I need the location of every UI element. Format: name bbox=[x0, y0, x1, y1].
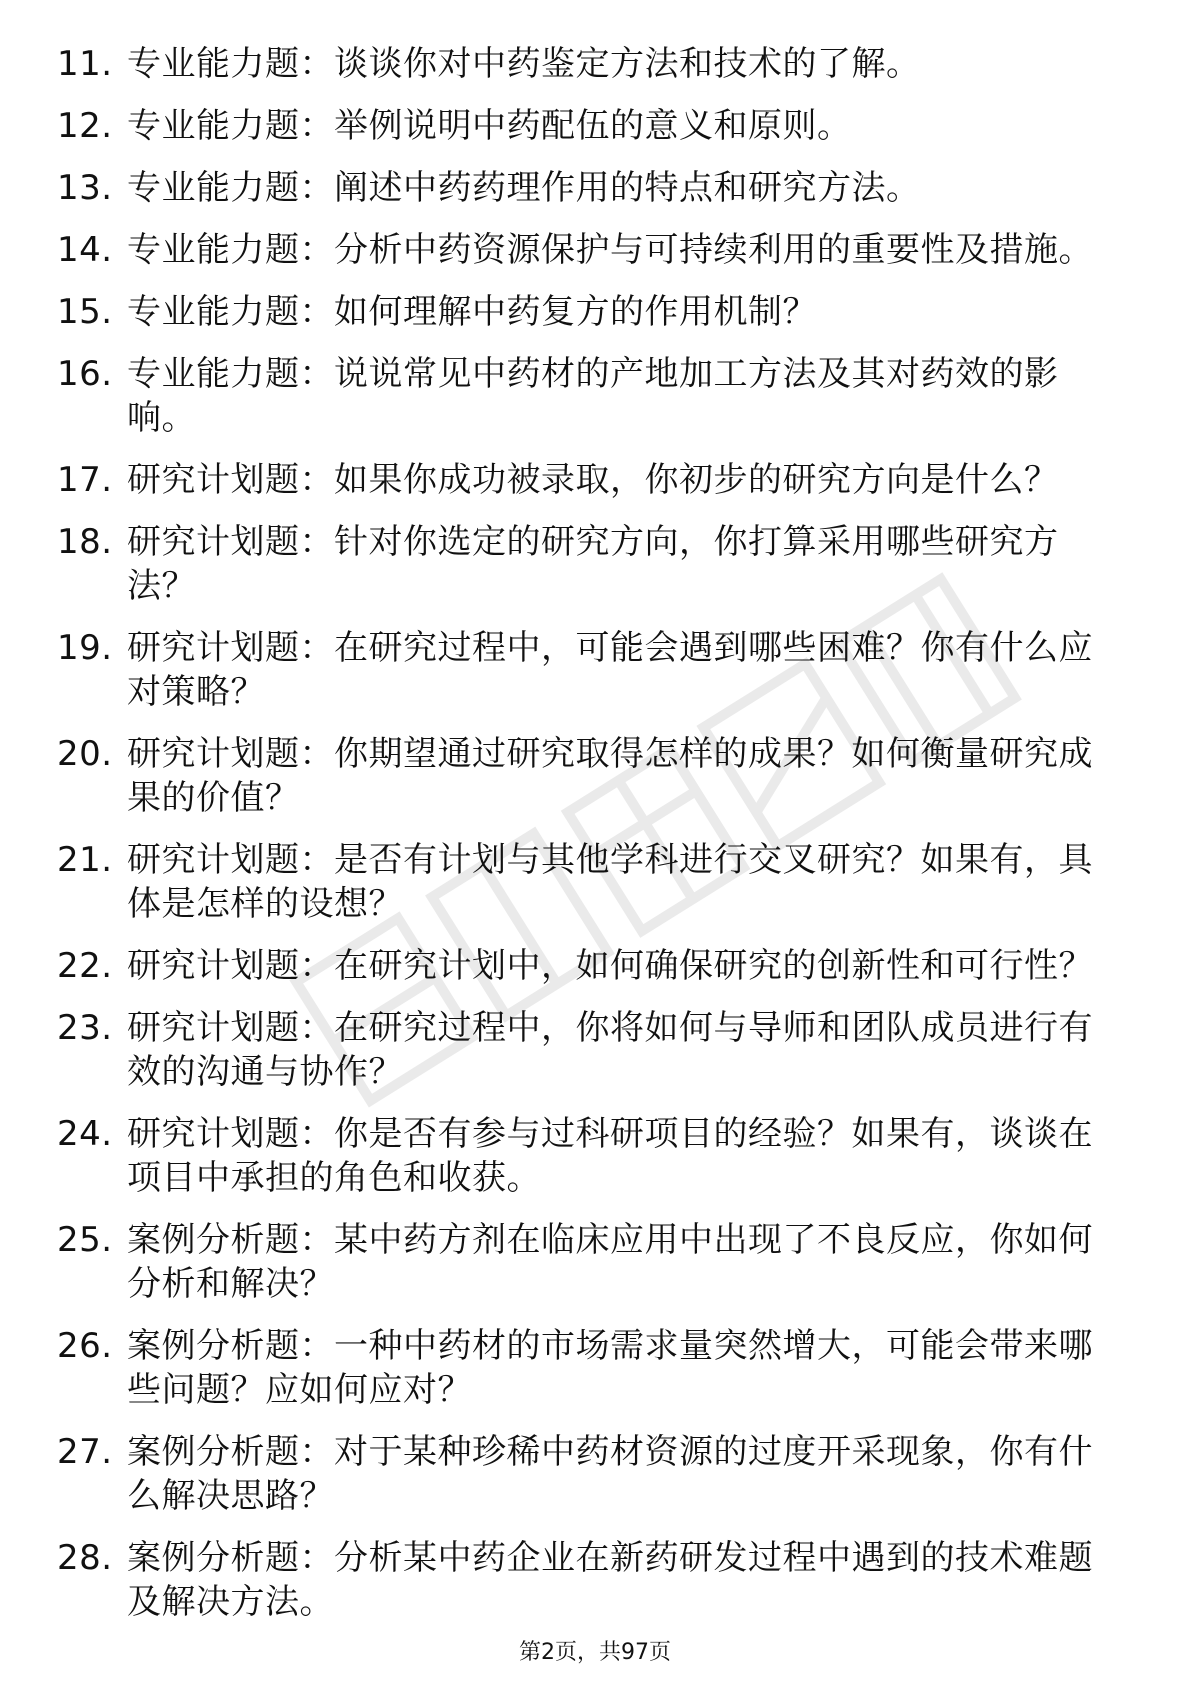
list-item bbox=[0, 732, 1190, 820]
question-category: 专业能力题 bbox=[127, 230, 300, 270]
category-separator: ： bbox=[299, 1220, 334, 1260]
question-body: 在研究过程中，你将如何与导师和团队成员进行有效的沟通与协作？ bbox=[127, 1008, 1093, 1092]
list-item bbox=[0, 1006, 1190, 1094]
question-text bbox=[127, 732, 1120, 820]
list-item bbox=[0, 458, 1190, 502]
question-text bbox=[127, 458, 1120, 502]
question-category: 研究计划题 bbox=[127, 1114, 300, 1154]
category-separator: ： bbox=[299, 946, 334, 986]
question-number: 14. bbox=[57, 230, 113, 270]
category-separator: ： bbox=[299, 168, 334, 208]
question-body: 某中药方剂在临床应用中出现了不良反应，你如何分析和解决？ bbox=[127, 1220, 1093, 1304]
question-number: 25. bbox=[57, 1220, 113, 1260]
question-number: 26. bbox=[57, 1326, 113, 1366]
category-separator: ： bbox=[299, 106, 334, 146]
list-item bbox=[0, 166, 1190, 210]
category-separator: ： bbox=[299, 1114, 334, 1154]
list-item bbox=[0, 104, 1190, 148]
question-body: 分析中药资源保护与可持续利用的重要性及措施。 bbox=[334, 230, 1093, 270]
question-category: 研究计划题 bbox=[127, 460, 300, 500]
question-number: 21. bbox=[57, 840, 113, 880]
question-number: 24. bbox=[57, 1114, 113, 1154]
question-category: 案例分析题 bbox=[127, 1432, 300, 1472]
question-body: 针对你选定的研究方向，你打算采用哪些研究方法？ bbox=[127, 522, 1059, 606]
question-number: 27. bbox=[57, 1432, 113, 1472]
question-number: 16. bbox=[57, 354, 113, 394]
question-category: 研究计划题 bbox=[127, 840, 300, 880]
category-separator: ： bbox=[299, 1538, 334, 1578]
list-item bbox=[0, 1218, 1190, 1306]
question-number: 11. bbox=[57, 44, 113, 84]
question-text bbox=[127, 352, 1120, 440]
list-item bbox=[0, 352, 1190, 440]
question-text bbox=[127, 1430, 1120, 1518]
question-number: 15. bbox=[57, 292, 113, 332]
question-number: 22. bbox=[57, 946, 113, 986]
question-text bbox=[127, 290, 1120, 334]
question-number: 17. bbox=[57, 460, 113, 500]
question-text bbox=[127, 228, 1120, 272]
category-separator: ： bbox=[299, 1008, 334, 1048]
question-body: 举例说明中药配伍的意义和原则。 bbox=[334, 106, 852, 146]
list-item bbox=[0, 1536, 1190, 1624]
question-body: 阐述中药药理作用的特点和研究方法。 bbox=[334, 168, 921, 208]
question-category: 专业能力题 bbox=[127, 106, 300, 146]
question-category: 研究计划题 bbox=[127, 522, 300, 562]
question-list bbox=[0, 42, 1190, 1642]
question-text bbox=[127, 1218, 1120, 1306]
question-category: 专业能力题 bbox=[127, 44, 300, 84]
list-item bbox=[0, 838, 1190, 926]
question-number: 12. bbox=[57, 106, 113, 146]
question-body: 你是否有参与过科研项目的经验？如果有，谈谈在项目中承担的角色和收获。 bbox=[127, 1114, 1093, 1198]
question-category: 专业能力题 bbox=[127, 354, 300, 394]
list-item bbox=[0, 42, 1190, 86]
question-text bbox=[127, 104, 1120, 148]
category-separator: ： bbox=[299, 628, 334, 668]
question-text bbox=[127, 42, 1120, 86]
question-text bbox=[127, 1112, 1120, 1200]
list-item bbox=[0, 228, 1190, 272]
question-body: 对于某种珍稀中药材资源的过度开采现象，你有什么解决思路？ bbox=[127, 1432, 1093, 1516]
category-separator: ： bbox=[299, 840, 334, 880]
question-category: 研究计划题 bbox=[127, 628, 300, 668]
question-body: 谈谈你对中药鉴定方法和技术的了解。 bbox=[334, 44, 921, 84]
question-body: 一种中药材的市场需求量突然增大，可能会带来哪些问题？应如何应对？ bbox=[127, 1326, 1093, 1410]
list-item bbox=[0, 944, 1190, 988]
list-item bbox=[0, 626, 1190, 714]
question-body: 在研究过程中，可能会遇到哪些困难？你有什么应对策略？ bbox=[127, 628, 1093, 712]
question-category: 研究计划题 bbox=[127, 734, 300, 774]
question-body: 如何理解中药复方的作用机制？ bbox=[334, 292, 817, 332]
category-separator: ： bbox=[299, 460, 334, 500]
question-category: 案例分析题 bbox=[127, 1326, 300, 1366]
question-body: 在研究计划中，如何确保研究的创新性和可行性？ bbox=[334, 946, 1093, 986]
question-category: 案例分析题 bbox=[127, 1220, 300, 1260]
category-separator: ： bbox=[299, 522, 334, 562]
list-item bbox=[0, 520, 1190, 608]
question-body: 你期望通过研究取得怎样的成果？如何衡量研究成果的价值？ bbox=[127, 734, 1093, 818]
question-text bbox=[127, 838, 1120, 926]
list-item bbox=[0, 1430, 1190, 1518]
question-number: 18. bbox=[57, 522, 113, 562]
question-category: 研究计划题 bbox=[127, 946, 300, 986]
list-item bbox=[0, 1112, 1190, 1200]
question-text bbox=[127, 520, 1120, 608]
category-separator: ： bbox=[299, 734, 334, 774]
category-separator: ： bbox=[299, 292, 334, 332]
question-body: 是否有计划与其他学科进行交叉研究？如果有，具体是怎样的设想？ bbox=[127, 840, 1093, 924]
question-number: 19. bbox=[57, 628, 113, 668]
question-body: 说说常见中药材的产地加工方法及其对药效的影响。 bbox=[127, 354, 1059, 438]
list-item bbox=[0, 1324, 1190, 1412]
question-text bbox=[127, 626, 1120, 714]
category-separator: ： bbox=[299, 230, 334, 270]
question-number: 13. bbox=[57, 168, 113, 208]
question-body: 如果你成功被录取，你初步的研究方向是什么？ bbox=[334, 460, 1059, 500]
question-text bbox=[127, 944, 1120, 988]
question-body: 分析某中药企业在新药研发过程中遇到的技术难题及解决方法。 bbox=[127, 1538, 1093, 1622]
question-category: 专业能力题 bbox=[127, 168, 300, 208]
question-number: 28. bbox=[57, 1538, 113, 1578]
question-text bbox=[127, 1006, 1120, 1094]
question-text bbox=[127, 1536, 1120, 1624]
question-number: 23. bbox=[57, 1008, 113, 1048]
category-separator: ： bbox=[299, 354, 334, 394]
question-category: 研究计划题 bbox=[127, 1008, 300, 1048]
category-separator: ： bbox=[299, 1432, 334, 1472]
category-separator: ： bbox=[299, 44, 334, 84]
page-footer: 第2页，共97页 bbox=[519, 1640, 671, 1665]
question-text bbox=[127, 166, 1120, 210]
question-category: 专业能力题 bbox=[127, 292, 300, 332]
question-text bbox=[127, 1324, 1120, 1412]
category-separator: ： bbox=[299, 1326, 334, 1366]
question-number: 20. bbox=[57, 734, 113, 774]
list-item bbox=[0, 290, 1190, 334]
question-category: 案例分析题 bbox=[127, 1538, 300, 1578]
